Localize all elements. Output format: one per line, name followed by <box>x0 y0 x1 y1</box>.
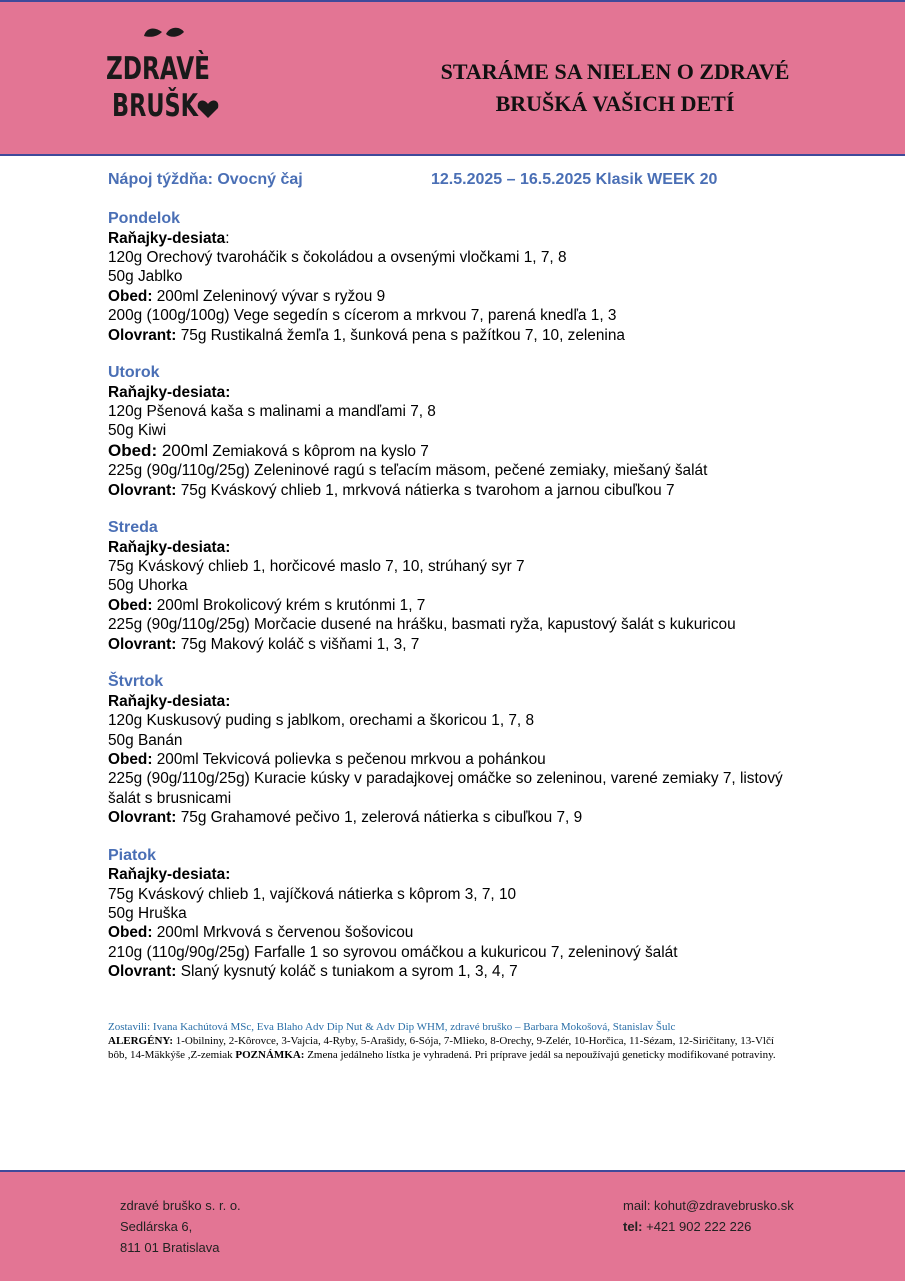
breakfast-item: 50g Hruška <box>108 904 187 922</box>
company-name: zdravé bruško s. r. o. <box>120 1198 241 1213</box>
day-name: Pondelok <box>108 210 181 227</box>
lunch-main: 225g (90g/110g/25g) Zeleninové ragú s teľacím mäsom, pečené zemiaky, miešaný šalát <box>108 462 708 480</box>
lunch-main: 210g (110g/90g/25g) Farfalle 1 so syrovou omáčkou a kukuricou 7, zeleninový šalát <box>108 943 678 961</box>
breakfast-item: 50g Jablko <box>108 268 183 286</box>
day-name: Piatok <box>108 846 157 864</box>
company-contact <box>623 1195 794 1237</box>
day-thursday <box>108 672 828 827</box>
zdrave-brusko-logo <box>104 24 232 144</box>
breakfast-item: 50g Banán <box>108 731 183 749</box>
credits <box>108 1020 788 1062</box>
breakfast-heading: Raňajky-desiata: <box>108 866 231 884</box>
header-band <box>0 0 905 156</box>
breakfast-heading: Raňajky-desiata: <box>108 692 231 710</box>
breakfast-heading: Raňajky-desiata: <box>108 383 231 401</box>
snack: Olovrant: Slaný kysnutý koláč s tuniakom a syrom 1, 3, 4, 7 <box>108 963 518 981</box>
heart-icon <box>198 101 219 118</box>
lunch-soup: Obed: 200ml Zeleninový vývar s ryžou 9 <box>108 287 386 305</box>
contact-phone: tel: +421 902 222 226 <box>623 1219 752 1234</box>
day-friday <box>108 846 828 982</box>
snack: Olovrant: 75g Grahamové pečivo 1, zelerová nátierka s cibuľkou 7, 9 <box>108 809 583 827</box>
breakfast-item: 120g Pšenová kaša s malinami a mandľami 7, 8 <box>108 403 436 421</box>
breakfast-item: 50g Uhorka <box>108 577 188 595</box>
logo-line2: BRUŠK <box>112 88 232 124</box>
breakfast-item: 50g Kiwi <box>108 422 167 440</box>
week-dates: 12.5.2025 – 16.5.2025 Klasik WEEK 20 <box>431 171 718 188</box>
day-name: Streda <box>108 519 158 537</box>
day-wednesday <box>108 518 828 654</box>
lunch-soup: Obed: 200ml Tekvicová polievka s pečenou mrkvou a pohánkou <box>108 750 546 768</box>
company-street: Sedlárska 6, <box>120 1219 193 1234</box>
breakfast-heading: Raňajky-desiata: <box>108 538 231 556</box>
lunch-main: 200g (100g/100g) Vege segedín s cícerom a mrkvou 7, parená knedľa 1, 3 <box>108 307 617 325</box>
day-name: Štvrtok <box>108 673 164 691</box>
day-monday <box>108 209 828 345</box>
lunch-main: 225g (90g/110g/25g) Kuracie kúsky v paradajkovej omáčke so zeleninou, varené zemiaky 7, listový šalát s brusnicami <box>108 770 783 807</box>
breakfast-heading: Raňajky-desiata: <box>108 229 230 247</box>
slogan-line1: STARÁME SA NIELEN O ZDRAVÉ <box>440 59 790 84</box>
logo-line1: ZDRAVÈ <box>106 51 210 87</box>
footer-band <box>0 1170 905 1281</box>
slogan-line2: BRUŠKÁ VAŠICH DETÍ <box>495 91 735 116</box>
company-city: 811 01 Bratislava <box>120 1240 220 1255</box>
weekly-menu <box>108 209 828 1000</box>
contact-mail[interactable]: mail: kohut@zdravebrusko.sk <box>623 1198 794 1213</box>
drink-of-week: Nápoj týždňa: Ovocný čaj <box>108 171 303 188</box>
lunch-soup: Obed: 200ml Brokolicový krém s krutónmi 1, 7 <box>108 596 426 614</box>
snack: Olovrant: 75g Kváskový chlieb 1, mrkvová nátierka s tvarohom a jarnou cibuľkou 7 <box>108 481 675 499</box>
breakfast-item: 75g Kváskový chlieb 1, horčicové maslo 7, 10, strúhaný syr 7 <box>108 558 525 576</box>
allergens-note: ALERGÉNY: 1-Obilniny, 2-Kôrovce, 3-Vajcia, 4-Ryby, 5-Arašidy, 6-Sója, 7-Mlieko, 8-Orechy, 9-Zelér, 10-Horčica, 11-Sézam, 12-Siričitany, 13-Vlčí bôb, 14-Mäkkýše ,Z-zemiak POZNÁMKA: Zmena jedálneho lístka je vyhradená. Pri príprave jedál sa nepoužívajú geneticky modifikované potraviny. <box>108 1035 776 1061</box>
lunch-soup: Obed: 200ml Mrkvová s červenou šošovicou <box>108 924 414 942</box>
snack: Olovrant: 75g Makový koláč s višňami 1, 3, 7 <box>108 635 420 653</box>
breakfast-item: 120g Kuskusový puding s jablkom, orechami a škoricou 1, 7, 8 <box>108 712 535 730</box>
company-address <box>120 1195 241 1258</box>
header-slogan <box>390 56 840 120</box>
snack: Olovrant: 75g Rustikalná žemľa 1, šunková pena s pažítkou 7, 10, zelenina <box>108 326 625 344</box>
breakfast-item: 75g Kváskový chlieb 1, vajíčková nátierka s kôprom 3, 7, 10 <box>108 885 517 903</box>
breakfast-item: 120g Orechový tvaroháčik s čokoládou a ovsenými vločkami 1, 7, 8 <box>108 249 567 266</box>
lunch-soup: Obed: 200ml Zemiaková s kôprom na kyslo 7 <box>108 440 429 460</box>
day-tuesday <box>108 363 828 500</box>
day-name: Utorok <box>108 364 160 382</box>
lunch-main: 225g (90g/110g/25g) Morčacie dusené na hrášku, basmati ryža, kapustový šalát s kukuricou <box>108 616 736 634</box>
authors: Zostavili: Ivana Kachútová MSc, Eva Blaho Adv Dip Nut & Adv Dip WHM, zdravé bruško – Barbara Mokošová, Stanislav Šulc <box>108 1021 676 1033</box>
